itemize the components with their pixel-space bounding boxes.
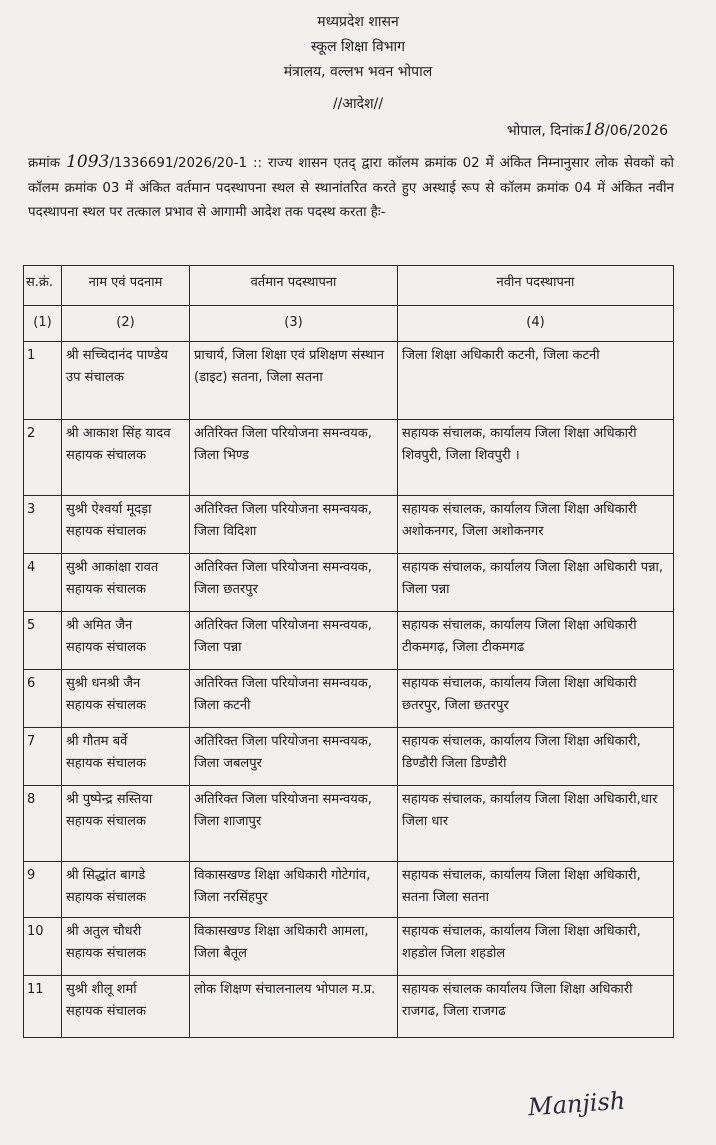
new-posting-cell	[398, 862, 674, 918]
employee-designation: सहायक संचालक	[66, 946, 146, 961]
new-posting: सहायक संचालक कार्यालय जिला शिक्षा अधिकारी राजगढ, जिला राजगढ	[402, 982, 633, 1019]
new-posting-cell	[398, 420, 674, 496]
order-number-prefix: क्रमांक	[28, 156, 61, 171]
table-row	[24, 728, 674, 786]
employee-name: सुश्री धनश्री जैन	[66, 676, 141, 691]
serial-number-cell	[24, 612, 62, 670]
date-rest: /06/2026	[605, 123, 668, 139]
serial-number: 5	[27, 618, 36, 633]
employee-name: सुश्री ऐश्वर्या मूदड़ा	[66, 502, 152, 517]
employee-name: श्री सच्चिदानंद पाण्डेय	[66, 348, 168, 363]
new-posting-cell	[398, 612, 674, 670]
employee-name: श्री अतुल चौधरी	[66, 924, 142, 939]
header-current-posting: वर्तमान पदस्थापना	[190, 266, 398, 306]
employee-designation: सहायक संचालक	[66, 582, 146, 597]
serial-number-cell	[24, 496, 62, 554]
serial-number: 9	[27, 868, 36, 883]
table-row	[24, 612, 674, 670]
new-posting-cell	[398, 554, 674, 612]
government-name: मध्यप्रदेश शासन	[317, 14, 399, 30]
employee-designation: सहायक संचालक	[66, 890, 146, 905]
employee-designation: सहायक संचालक	[66, 640, 146, 655]
current-posting-cell	[190, 918, 398, 976]
table-row	[24, 496, 674, 554]
name-designation-cell	[62, 670, 190, 728]
date-day-handwritten: 18	[583, 120, 606, 140]
current-posting: विकासखण्ड शिक्षा अधिकारी गोटेगांव, जिला नरसिंहपुर	[194, 868, 371, 905]
current-posting-cell	[190, 496, 398, 554]
header-serial: स.क्रं.	[24, 266, 62, 306]
employee-name: श्री सिद्धांत बागडे	[66, 868, 146, 883]
serial-number-cell	[24, 786, 62, 862]
name-designation-cell	[62, 554, 190, 612]
new-posting: सहायक संचालक, कार्यालय जिला शिक्षा अधिकारी पन्ना, जिला पन्ना	[402, 560, 664, 597]
serial-number-cell	[24, 670, 62, 728]
serial-number-cell	[24, 862, 62, 918]
column-number: (3)	[190, 306, 398, 342]
new-posting-cell	[398, 976, 674, 1038]
employee-name: सुश्री आकांक्षा रावत	[66, 560, 159, 575]
new-posting-cell	[398, 670, 674, 728]
table-row	[24, 420, 674, 496]
transfer-table	[23, 265, 674, 1038]
name-designation-cell	[62, 728, 190, 786]
current-posting: अतिरिक्त जिला परियोजना समन्वयक, जिला भिण्ड	[194, 426, 372, 463]
new-posting-cell	[398, 786, 674, 862]
current-posting: अतिरिक्त जिला परियोजना समन्वयक, जिला छतरपुर	[194, 560, 372, 597]
current-posting-cell	[190, 342, 398, 420]
intro-text: :: राज्य शासन एतद् द्वारा कॉलम क्रमांक 02 में अंकित निम्नानुसार लोक सेवकों को कॉलम क्रमांक 03 में अंकित वर्तमान पदस्थापना स्थल से स्थानांतरित करते हुए अस्थाई रूप से कॉलम क्रमांक 04 में अंकित नवीन पदस्थापना स्थल पर तत्काल प्रभाव से आगामी आदेश तक पदस्थ करता हैः-	[28, 156, 674, 220]
serial-number-cell	[24, 342, 62, 420]
order-date	[507, 120, 668, 140]
employee-designation: सहायक संचालक	[66, 1004, 146, 1019]
serial-number-cell	[24, 918, 62, 976]
current-posting-cell	[190, 670, 398, 728]
employee-designation: सहायक संचालक	[66, 524, 146, 539]
table-row	[24, 862, 674, 918]
date-prefix: भोपाल, दिनांक	[506, 123, 584, 139]
column-number: (1)	[24, 306, 62, 342]
office-address: मंत्रालय, वल्लभ भवन भोपाल	[283, 64, 433, 80]
current-posting-cell	[190, 612, 398, 670]
serial-number: 10	[27, 924, 44, 939]
employee-name: श्री गौतम बर्वे	[66, 734, 128, 749]
name-designation-cell	[62, 612, 190, 670]
current-posting-cell	[190, 420, 398, 496]
employee-name: श्री आकाश सिंह यादव	[66, 426, 171, 441]
current-posting: अतिरिक्त जिला परियोजना समन्वयक, जिला पन्ना	[194, 618, 372, 655]
signature: Manjish	[527, 1086, 627, 1122]
new-posting: सहायक संचालक, कार्यालय जिला शिक्षा अधिकारी, सतना जिला सतना	[402, 868, 641, 905]
name-designation-cell	[62, 862, 190, 918]
employee-designation: सहायक संचालक	[66, 814, 146, 829]
current-posting: अतिरिक्त जिला परियोजना समन्वयक, जिला विदिशा	[194, 502, 372, 539]
serial-number: 6	[27, 676, 36, 691]
current-posting-cell	[190, 554, 398, 612]
serial-number-cell	[24, 728, 62, 786]
employee-designation: उप संचालक	[66, 370, 124, 385]
department-name: स्कूल शिक्षा विभाग	[310, 39, 406, 55]
order-number-rest: /1336691/2026/20-1	[109, 156, 247, 171]
new-posting: सहायक संचालक, कार्यालय जिला शिक्षा अधिकारी टीकमगढ़, जिला टीकमगढ	[402, 618, 637, 655]
table-row	[24, 976, 674, 1038]
new-posting: सहायक संचालक, कार्यालय जिला शिक्षा अधिकारी,धार जिला धार	[402, 792, 658, 829]
serial-number-cell	[24, 554, 62, 612]
current-posting: प्राचार्य, जिला शिक्षा एवं प्रशिक्षण संस्थान (डाइट) सतना, जिला सतना	[194, 348, 385, 385]
table-header-row	[24, 266, 674, 306]
new-posting-cell	[398, 728, 674, 786]
table-row	[24, 786, 674, 862]
new-posting: जिला शिक्षा अधिकारी कटनी, जिला कटनी	[402, 348, 600, 363]
new-posting-cell	[398, 342, 674, 420]
employee-name: श्री अमित जैन	[66, 618, 133, 633]
serial-number: 1	[27, 348, 36, 363]
employee-designation: सहायक संचालक	[66, 698, 146, 713]
table-row	[24, 342, 674, 420]
employee-name: श्री पुष्पेन्द्र सस्तिया	[66, 792, 153, 807]
new-posting: सहायक संचालक, कार्यालय जिला शिक्षा अधिकारी शिवपुरी, जिला शिवपुरी ।	[402, 426, 637, 463]
current-posting: अतिरिक्त जिला परियोजना समन्वयक, जिला शाजापुर	[194, 792, 372, 829]
column-number-row	[24, 306, 674, 342]
name-designation-cell	[62, 918, 190, 976]
order-heading: //आदेश//	[332, 96, 384, 112]
new-posting: सहायक संचालक, कार्यालय जिला शिक्षा अधिकारी, शहडोल जिला शहडोल	[402, 924, 641, 961]
order-intro-paragraph	[28, 150, 674, 226]
order-number-handwritten: 1093	[66, 152, 110, 172]
employee-designation: सहायक संचालक	[66, 448, 146, 463]
column-number: (2)	[62, 306, 190, 342]
table-row	[24, 670, 674, 728]
employee-name: सुश्री शीलू शर्मा	[66, 982, 137, 997]
current-posting: विकासखण्ड शिक्षा अधिकारी आमला, जिला बैतूल	[194, 924, 369, 961]
serial-number: 7	[27, 734, 36, 749]
name-designation-cell	[62, 342, 190, 420]
new-posting: सहायक संचालक, कार्यालय जिला शिक्षा अधिकारी, डिण्डौरी जिला डिण्डौरी	[402, 734, 641, 771]
name-designation-cell	[62, 786, 190, 862]
name-designation-cell	[62, 496, 190, 554]
new-posting-cell	[398, 918, 674, 976]
serial-number-cell	[24, 976, 62, 1038]
new-posting-cell	[398, 496, 674, 554]
current-posting: अतिरिक्त जिला परियोजना समन्वयक, जिला जबलपुर	[194, 734, 372, 771]
serial-number: 4	[27, 560, 36, 575]
current-posting-cell	[190, 786, 398, 862]
current-posting-cell	[190, 976, 398, 1038]
column-number: (4)	[398, 306, 674, 342]
serial-number-cell	[24, 420, 62, 496]
header-name: नाम एवं पदनाम	[62, 266, 190, 306]
new-posting: सहायक संचालक, कार्यालय जिला शिक्षा अधिकारी छतरपुर, जिला छतरपुर	[402, 676, 637, 713]
current-posting-cell	[190, 862, 398, 918]
serial-number: 8	[27, 792, 36, 807]
current-posting: अतिरिक्त जिला परियोजना समन्वयक, जिला कटनी	[194, 676, 372, 713]
table-row	[24, 554, 674, 612]
employee-designation: सहायक संचालक	[66, 756, 146, 771]
name-designation-cell	[62, 420, 190, 496]
new-posting: सहायक संचालक, कार्यालय जिला शिक्षा अधिकारी अशोकनगर, जिला अशोकनगर	[402, 502, 637, 539]
current-posting: लोक शिक्षण संचालनालय भोपाल म.प्र.	[194, 982, 376, 997]
serial-number: 2	[27, 426, 36, 441]
serial-number: 3	[27, 502, 36, 517]
table-row	[24, 918, 674, 976]
serial-number: 11	[27, 982, 44, 997]
name-designation-cell	[62, 976, 190, 1038]
current-posting-cell	[190, 728, 398, 786]
header-new-posting: नवीन पदस्थापना	[398, 266, 674, 306]
